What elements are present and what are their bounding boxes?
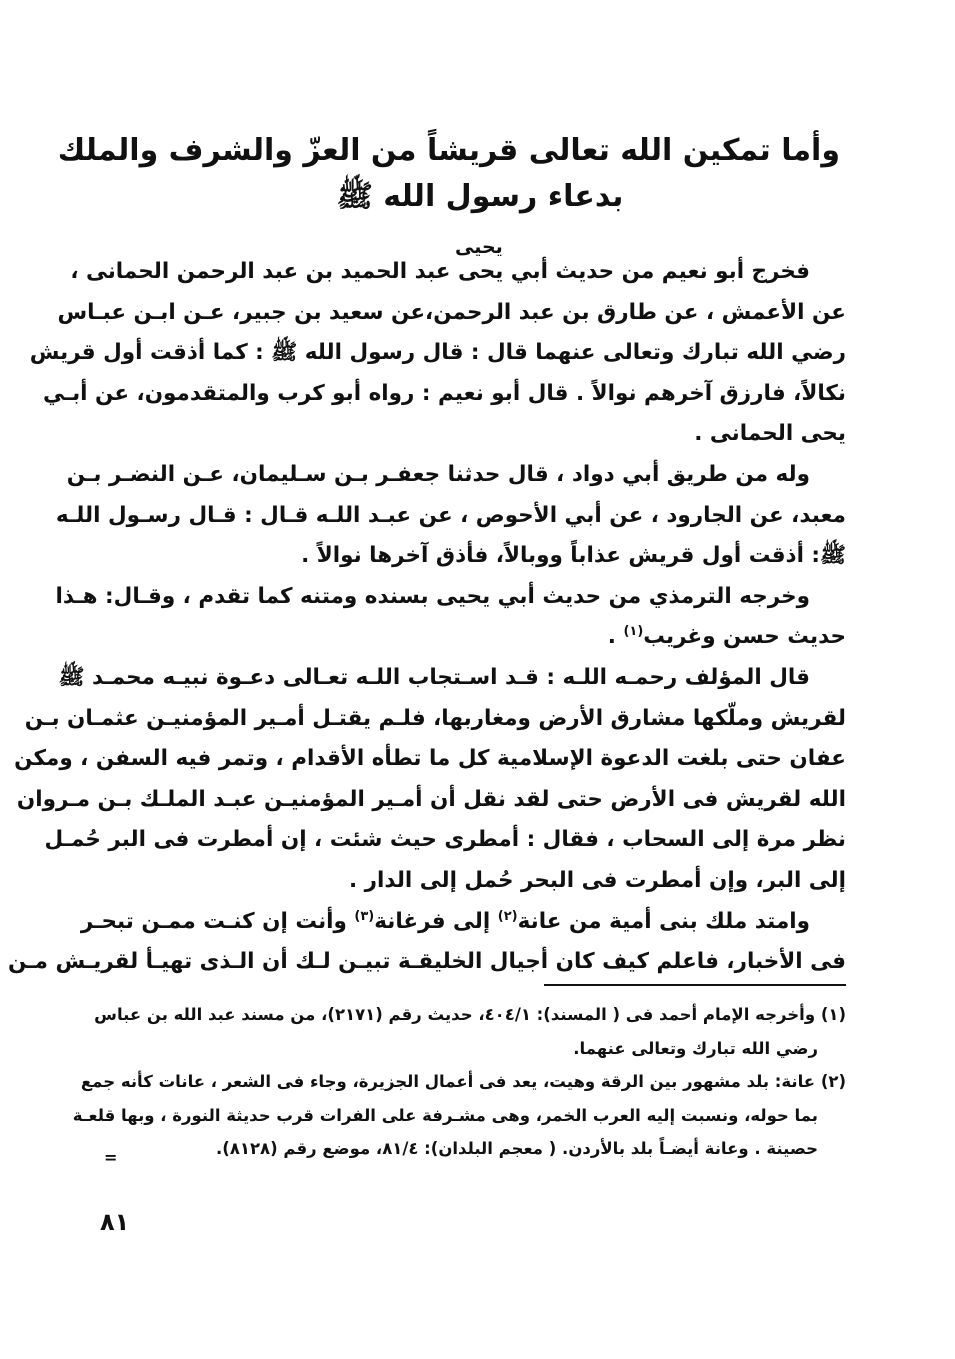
text-line: فخرج أبو نعيم من حديث أبي يحى عبد الحميد بن عبد الرحمن الحمانى ، (70, 259, 810, 284)
paragraph-3 (55, 577, 846, 658)
footnote-1 (94, 998, 846, 1065)
text-line: عن الأعمش ، عن طارق بن عبد الرحمن،عن سعيد بن جبير، عـن ابـن عبـاس (57, 299, 846, 325)
text-segment: . (607, 624, 624, 650)
text-line: فى الأخبار، فاعلم كيف كان أجيال الخليقـة تبيـن لـك أن الـذى تهيـأ لقريـش مـن (7, 949, 846, 975)
text-line (118, 617, 846, 658)
handwritten-correction: يحيى (455, 236, 503, 258)
section-title (57, 128, 840, 220)
text-segment: وامتد ملك بنى أمية من عانة (517, 908, 810, 934)
paragraph-4 (14, 658, 846, 902)
paragraph-5 (7, 902, 846, 983)
footnotes (72, 998, 846, 1166)
text-line: نكالاً، فارزق آخرهم نوالاً . قال أبو نعيم : رواه أبو كرب والمتقدمون، عن أبـي (42, 380, 846, 406)
footnote-ref-1: (١) (623, 624, 644, 640)
text-segment: وأنت إن كنـت ممـن تبحـر (80, 908, 355, 934)
text-line: معبد، عن الجارود ، عن أبي الأحوص ، عن عبـد اللـه قـال : قـال رسـول اللـه (55, 502, 846, 528)
text-segment: حديث حسن وغريب (643, 624, 846, 650)
footnote-line: رضي الله تبارك وتعالى عنهما. (573, 1038, 818, 1058)
footnote-line: حصينة . وعانة أيضـاً بلد بالأردن. ( معجم البلدان): ٨١/٤، موضع رقم (٨١٢٨). (216, 1139, 818, 1158)
text-line: رضي الله تبارك وتعالى عنهما قال : قال رسول الله ﷺ : كما أذقت أول قريش (29, 340, 846, 366)
continuation-mark: = (104, 1148, 118, 1167)
footnote-divider (544, 984, 846, 986)
text-line: ﷺ: أذقت أول قريش عذاباً ووبالاً، فأذق آخرها نوالاً . (301, 543, 846, 569)
text-line: وخرجه الترمذي من حديث أبي يحيى بسنده ومتنه كما تقدم ، وقـال: هـذا (55, 583, 810, 609)
text-line: الله لقريش فى الأرض حتى لقد نقل أن أمـير المؤمنيـن عبـد الملـك بـن مـروان (16, 786, 846, 812)
text-line: عفان حتى بلغت الدعوة الإسلامية كل ما تطأه الأقدام ، وتمر فيه السفن ، ومكن (14, 746, 846, 772)
paragraph-2 (55, 455, 846, 577)
page-number: ٨١ (100, 1208, 130, 1236)
section-title-line-2: بدعاء رسول الله ﷺ (336, 179, 624, 214)
section-title-line-1: وأما تمكين الله تعالى قريشاً من العزّ والشرف والملك (57, 133, 840, 168)
main-text (7, 252, 846, 983)
text-line: يحى الحمانى . (694, 421, 846, 447)
text-line: نظر مرة إلى السحاب ، فقال : أمطرى حيث شئت ، إن أمطرت فى البر حُمـل (44, 827, 846, 853)
footnote-line: بما حوله، ونسبت إليه العرب الخمر، وهى مشـرفة على الفرات قرب حديثة النورة ، وبها قلعـة (72, 1105, 818, 1125)
text-line: وله من طريق أبي دواد ، قال حدثنا جعفـر بـن سـليمان، عـن النضـر بـن (66, 461, 810, 487)
text-line: لقريش وملّكها مشارق الأرض ومغاربها، فلـم يقتـل أمـير المؤمنيـن عثمـان بـن (24, 705, 846, 731)
footnote-2 (72, 1065, 846, 1166)
footnote-line: (٢) عانة: بلد مشهور بين الرقة وهيت، يعد فى أعمال الجزيرة، وجاء فى الشعر ، عانات كأنه جمع (80, 1072, 846, 1091)
text-line (80, 902, 846, 943)
footnote-line: (١) وأخرجه الإمام أحمد فى ( المسند): ٤٠٤/١، حديث رقم (٢١٧١)، من مسند عبد الله بن عباس (94, 1005, 846, 1024)
text-line: إلى البر، وإن أمطرت فى البحر حُمل إلى الدار . (349, 867, 846, 893)
text-line: قال المؤلف رحمـه اللـه : قـد اسـتجاب اللـه تعـالى دعـوة نبيـه محمـد ﷺ (58, 664, 810, 690)
footnote-ref-3: (٣) (354, 908, 375, 924)
footnote-ref-2: (٢) (497, 908, 518, 924)
paragraph-1 (29, 252, 846, 455)
text-segment: إلى فرغانة (374, 908, 498, 934)
